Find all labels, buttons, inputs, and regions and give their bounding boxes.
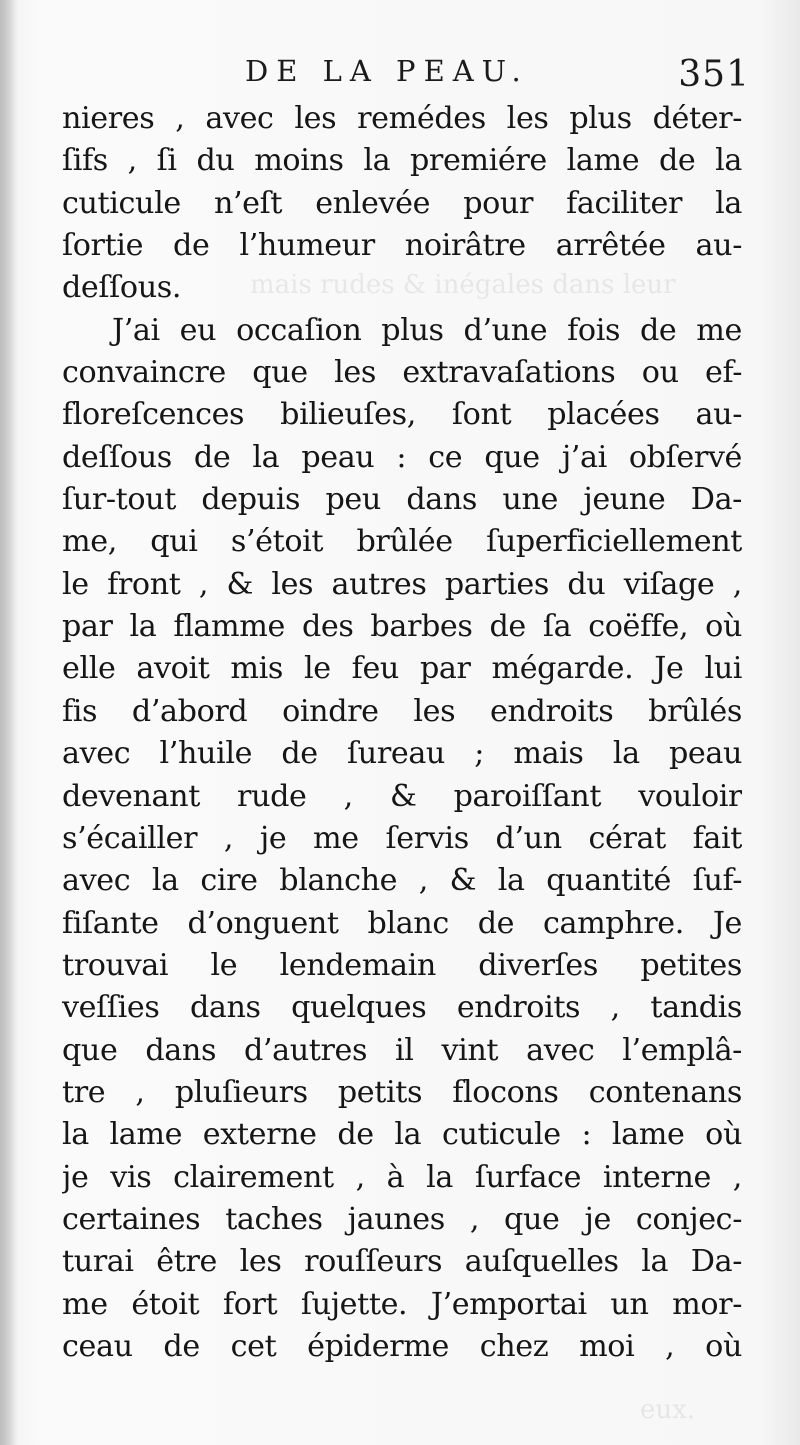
text-line: avec la cire blanche , & la quantité ſuf- xyxy=(62,863,742,899)
text-line: ſifs , ſi du moins la premiére lame de la xyxy=(62,143,742,179)
text-line: elle avoit mis le feu par mégarde. Je lui xyxy=(62,651,742,687)
text-line: je vis clairement , à la ſurface interne , xyxy=(62,1159,742,1195)
page-number: 351 xyxy=(678,54,750,95)
show-through-text: mais rudes & inégales dans leur xyxy=(250,270,676,300)
text-line: le front , & les autres parties du viſage , xyxy=(62,566,742,602)
text-line: turai être les rouſſeurs auſquelles la Da- xyxy=(62,1244,742,1280)
text-line: convaincre que les extravaſations ou ef- xyxy=(62,355,742,391)
text-line: que dans d’autres il vint avec l’emplâ- xyxy=(62,1032,742,1068)
text-line: s’écailler , je me ſervis d’un cérat fait xyxy=(62,820,742,856)
gutter-shadow xyxy=(0,0,18,1445)
show-through-text: eux. xyxy=(640,1395,696,1425)
text-line: deſſous de la peau : ce que j’ai obſervé xyxy=(62,439,742,475)
text-line: me étoit fort ſujette. J’emportai un mor- xyxy=(62,1286,742,1322)
text-line: veſſies dans quelques endroits , tandis xyxy=(62,990,742,1026)
text-line: trouvai le lendemain diverſes petites xyxy=(62,947,742,983)
text-line: me, qui s’étoit brûlée ſuperficiellement xyxy=(62,524,742,560)
text-line: fis d’abord oindre les endroits brûlés xyxy=(62,693,742,729)
text-line: deſſous. xyxy=(62,270,182,306)
page-header xyxy=(60,54,750,98)
text-line: nieres , avec les remédes les plus déter- xyxy=(62,101,742,136)
body-text xyxy=(62,98,742,1368)
text-line: par la flamme des barbes de ſa coëffe, où xyxy=(62,609,742,645)
text-line: fiſante d’onguent blanc de camphre. Je xyxy=(62,905,742,941)
text-line: ſur-tout depuis peu dans une jeune Da- xyxy=(62,482,742,518)
text-line: J’ai eu occaſion plus d’une fois de me xyxy=(112,312,742,348)
text-line: certaines taches jaunes , que je conjec- xyxy=(62,1201,742,1237)
text-line: cuticule n’eſt enlevée pour faciliter la xyxy=(62,185,742,221)
text-line: floreſcences bilieuſes, ſont placées au- xyxy=(62,397,742,433)
text-line: devenant rude , & paroiſſant vouloir xyxy=(62,778,742,814)
text-line: ceau de cet épiderme chez moi , où xyxy=(62,1328,742,1364)
text-line: tre , pluſieurs petits flocons contenans xyxy=(62,1074,742,1110)
running-head: DE LA PEAU. xyxy=(245,54,529,88)
text-line: la lame externe de la cuticule : lame où xyxy=(62,1117,742,1153)
text-line: avec l’huile de ſureau ; mais la peau xyxy=(62,736,742,772)
text-line: ſortie de l’humeur noirâtre arrêtée au- xyxy=(62,228,742,264)
